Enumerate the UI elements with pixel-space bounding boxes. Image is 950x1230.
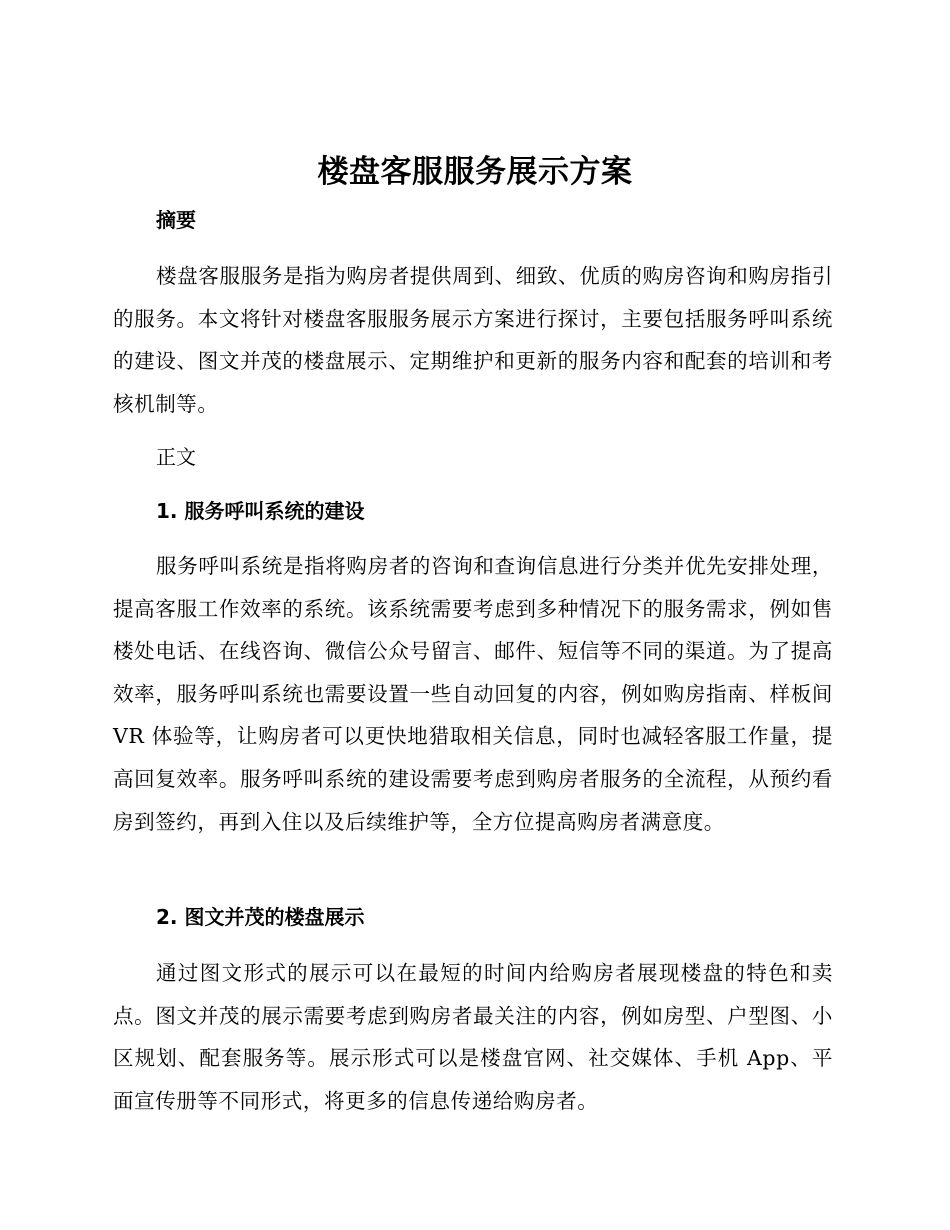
- section-1-paragraph: 服务呼叫系统是指将购房者的咨询和查询信息进行分类并优先安排处理，提高客服工作效率的系统。该系统需要考虑到多种情况下的服务需求，例如售楼处电话、在线咨询、微信公众号留言、邮件、短信等不同的渠道。为了提高效率，服务呼叫系统也需要设置一些自动回复的内容，例如购房指南、样板间 VR 体验等，让购房者可以更快地猎取相关信息，同时也减轻客服工作量，提高回复效率。服务呼叫系统的建设需要考虑到购房者服务的全流程，从预约看房到签约，再到入住以及后续维护等，全方位提高购房者满意度。: [113, 554, 833, 834]
- body-heading: 正文: [156, 445, 196, 469]
- document-title: 楼盘客服服务展示方案: [317, 154, 633, 190]
- section-2-heading: 2. 图文并茂的楼盘展示: [156, 905, 365, 929]
- abstract-heading: 摘要: [156, 208, 196, 232]
- section-1-heading: 1. 服务呼叫系统的建设: [156, 499, 365, 523]
- abstract-paragraph: 楼盘客服服务是指为购房者提供周到、细致、优质的购房咨询和购房指引的服务。本文将针对楼盘客服服务展示方案进行探讨，主要包括服务呼叫系统的建设、图文并茂的楼盘展示、定期维护和更新的服务内容和配套的培训和考核机制等。: [113, 264, 833, 416]
- section-2-paragraph: 通过图文形式的展示可以在最短的时间内给购房者展现楼盘的特色和卖点。图文并茂的展示需要考虑到购房者最关注的内容，例如房型、户型图、小区规划、配套服务等。展示形式可以是楼盘官网、社交媒体、手机 App、平面宣传册等不同形式，将更多的信息传递给购房者。: [113, 961, 833, 1113]
